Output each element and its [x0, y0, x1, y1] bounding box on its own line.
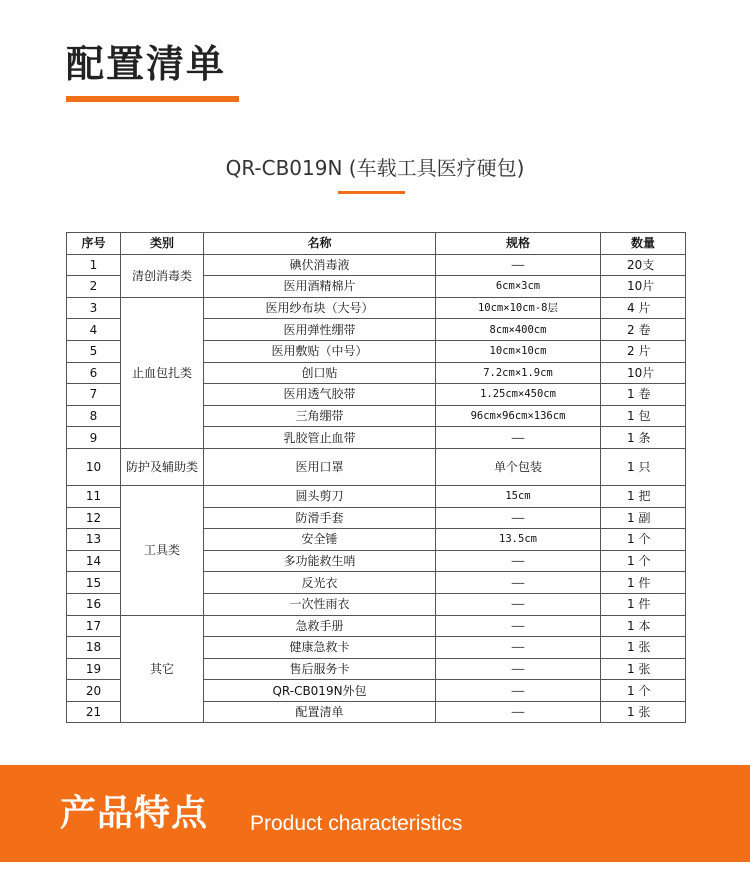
item-name: 售后服务卡 [204, 658, 436, 680]
row-number: 1 [67, 254, 121, 276]
column-header-number: 序号 [67, 233, 121, 255]
table-row [67, 297, 686, 319]
item-name: 多功能救生哨 [204, 550, 436, 572]
item-quantity: 1 件 [601, 593, 686, 615]
item-quantity: 1 张 [601, 701, 686, 723]
item-quantity: 1 副 [601, 507, 686, 529]
column-header-category: 类别 [121, 233, 204, 255]
item-name: 创口贴 [204, 362, 436, 384]
row-number: 17 [67, 615, 121, 637]
item-quantity: 20支 [601, 254, 686, 276]
row-number: 21 [67, 701, 121, 723]
item-spec: —— [436, 593, 601, 615]
item-name: 医用口罩 [204, 448, 436, 485]
item-quantity: 10片 [601, 362, 686, 384]
table-row [67, 615, 686, 637]
item-spec: 7.2cm×1.9cm [436, 362, 601, 384]
category-cell: 防护及辅助类 [121, 448, 204, 485]
row-number: 7 [67, 384, 121, 406]
item-quantity: 1 本 [601, 615, 686, 637]
item-spec: 10cm×10cm-8层 [436, 297, 601, 319]
table-header-row [67, 233, 686, 255]
title-underline [66, 96, 239, 102]
row-number: 16 [67, 593, 121, 615]
row-number: 14 [67, 550, 121, 572]
item-quantity: 1 张 [601, 658, 686, 680]
item-spec: —— [436, 572, 601, 594]
item-spec: 单个包装 [436, 448, 601, 485]
item-name: 医用敷贴（中号） [204, 340, 436, 362]
item-quantity: 1 卷 [601, 384, 686, 406]
item-quantity: 1 包 [601, 405, 686, 427]
item-name: 急救手册 [204, 615, 436, 637]
item-quantity: 1 个 [601, 550, 686, 572]
item-name: 医用弹性绷带 [204, 319, 436, 341]
row-number: 2 [67, 276, 121, 298]
row-number: 9 [67, 427, 121, 449]
product-subtitle: QR-CB019N (车载工具医疗硬包) [225, 156, 525, 180]
item-name: 安全锤 [204, 529, 436, 551]
item-spec: 13.5cm [436, 529, 601, 551]
item-spec: —— [436, 615, 601, 637]
row-number: 18 [67, 637, 121, 659]
item-name: 医用透气胶带 [204, 384, 436, 406]
item-spec: 6cm×3cm [436, 276, 601, 298]
item-name: 三角绷带 [204, 405, 436, 427]
column-header-spec: 规格 [436, 233, 601, 255]
item-quantity: 1 个 [601, 680, 686, 702]
row-number: 20 [67, 680, 121, 702]
table-row [67, 254, 686, 276]
item-name: 防滑手套 [204, 507, 436, 529]
item-quantity: 2 卷 [601, 319, 686, 341]
category-cell: 止血包扎类 [121, 297, 204, 448]
item-spec: —— [436, 701, 601, 723]
item-name: 乳胶管止血带 [204, 427, 436, 449]
item-quantity: 4 片 [601, 297, 686, 319]
page-title: 配置清单 [66, 42, 227, 86]
features-title: 产品特点 [60, 793, 209, 834]
product-features-banner [0, 765, 750, 862]
item-name: 圆头剪刀 [204, 485, 436, 507]
item-name: QR-CB019N外包 [204, 680, 436, 702]
item-name: 医用纱布块（大号） [204, 297, 436, 319]
item-quantity: 2 片 [601, 340, 686, 362]
features-subtitle: Product characteristics [250, 812, 463, 835]
table-row [67, 485, 686, 507]
row-number: 15 [67, 572, 121, 594]
column-header-name: 名称 [204, 233, 436, 255]
item-name: 配置清单 [204, 701, 436, 723]
item-spec: —— [436, 637, 601, 659]
item-name: 反光衣 [204, 572, 436, 594]
item-quantity: 1 只 [601, 448, 686, 485]
item-quantity: 1 张 [601, 637, 686, 659]
item-name: 一次性雨衣 [204, 593, 436, 615]
row-number: 6 [67, 362, 121, 384]
item-name: 健康急救卡 [204, 637, 436, 659]
item-spec: —— [436, 254, 601, 276]
row-number: 13 [67, 529, 121, 551]
item-quantity: 1 条 [601, 427, 686, 449]
item-spec: 15cm [436, 485, 601, 507]
item-quantity: 10片 [601, 276, 686, 298]
row-number: 5 [67, 340, 121, 362]
category-cell: 清创消毒类 [121, 254, 204, 297]
item-spec: 8cm×400cm [436, 319, 601, 341]
row-number: 19 [67, 658, 121, 680]
item-spec: —— [436, 507, 601, 529]
item-spec: —— [436, 658, 601, 680]
column-header-quantity: 数量 [601, 233, 686, 255]
item-spec: —— [436, 550, 601, 572]
category-cell: 工具类 [121, 485, 204, 615]
table-row [67, 448, 686, 485]
item-quantity: 1 个 [601, 529, 686, 551]
row-number: 3 [67, 297, 121, 319]
configuration-table [66, 232, 686, 723]
category-cell: 其它 [121, 615, 204, 723]
item-spec: —— [436, 427, 601, 449]
subtitle-underline [338, 191, 405, 194]
row-number: 12 [67, 507, 121, 529]
item-spec: —— [436, 680, 601, 702]
row-number: 4 [67, 319, 121, 341]
item-spec: 96cm×96cm×136cm [436, 405, 601, 427]
item-name: 碘伏消毒液 [204, 254, 436, 276]
item-quantity: 1 件 [601, 572, 686, 594]
row-number: 11 [67, 485, 121, 507]
row-number: 8 [67, 405, 121, 427]
row-number: 10 [67, 448, 121, 485]
item-quantity: 1 把 [601, 485, 686, 507]
item-spec: 1.25cm×450cm [436, 384, 601, 406]
item-name: 医用酒精棉片 [204, 276, 436, 298]
item-spec: 10cm×10cm [436, 340, 601, 362]
